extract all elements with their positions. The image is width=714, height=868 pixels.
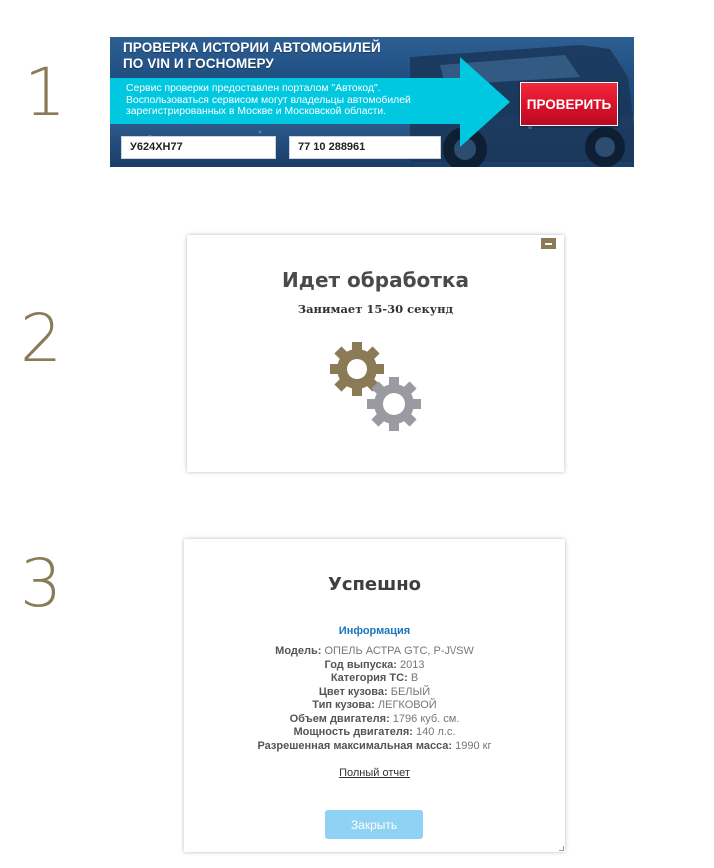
info-row-body-type	[184, 699, 565, 713]
step-number-1: 1	[24, 54, 66, 131]
vehicle-info-list	[184, 645, 565, 753]
info-row-engine-volume	[184, 713, 565, 727]
step-number-3: 3	[20, 545, 62, 622]
info-row-engine-power	[184, 726, 565, 740]
gears-icon	[329, 340, 423, 434]
info-value: БЕЛЫЙ	[390, 685, 431, 698]
info-value: 140 л.с.	[416, 726, 456, 738]
info-value: 1990 кг	[455, 739, 492, 752]
info-label: Тип кузова:	[312, 699, 375, 711]
info-label: Цвет кузова:	[318, 685, 388, 698]
success-title: Успешно	[327, 574, 422, 595]
minimize-icon[interactable]	[541, 238, 556, 249]
info-label: Модель:	[275, 645, 322, 657]
sts-number-input[interactable]	[289, 136, 441, 159]
info-row-category	[184, 672, 565, 686]
info-label: Категория ТС:	[330, 672, 408, 684]
info-value: 1796 куб. см.	[392, 712, 460, 725]
info-value: 2013	[399, 658, 425, 671]
banner-title-line: ПО VIN И ГОСНОМЕРУ	[123, 56, 274, 71]
banner-title	[123, 40, 381, 72]
processing-dialog	[187, 235, 564, 472]
processing-title: Идет обработка	[282, 268, 469, 292]
processing-subtitle: Занимает 15-30 секунд	[297, 302, 454, 316]
full-report-link[interactable]: Полный отчет	[339, 767, 410, 779]
info-label: Мощность двигателя:	[293, 726, 413, 738]
info-label: Год выпуска:	[324, 658, 397, 671]
step-number-2: 2	[20, 300, 62, 377]
info-label: Разрешенная максимальная масса:	[257, 739, 453, 752]
info-row-year	[184, 659, 565, 673]
plate-number-input[interactable]	[121, 136, 276, 159]
check-button[interactable]: ПРОВЕРИТЬ	[520, 82, 618, 126]
banner-description-line: зарегистрированных в Москве и Московской области.	[126, 106, 387, 118]
banner-description	[126, 83, 456, 118]
banner-title-line: ПРОВЕРКА ИСТОРИИ АВТОМОБИЛЕЙ	[123, 40, 381, 55]
vin-check-banner	[110, 37, 634, 167]
info-row-max-mass	[184, 740, 565, 754]
info-label: Объем двигателя:	[289, 712, 390, 725]
info-value: B	[410, 672, 419, 684]
close-button[interactable]: Закрыть	[325, 810, 423, 839]
success-dialog	[184, 539, 565, 852]
info-row-color	[184, 686, 565, 700]
banner-description-line: Воспользоваться сервисом могут владельцы автомобилей	[126, 94, 411, 106]
banner-description-line: Сервис проверки предоставлен порталом "Автокод".	[126, 83, 381, 94]
info-row-model	[184, 645, 565, 659]
info-section-title: Информация	[338, 625, 411, 637]
resize-grip-icon[interactable]	[559, 846, 564, 851]
info-value: ОПЕЛЬ АСТРА GTC, P-J\/SW	[324, 645, 474, 657]
info-value: ЛЕГКОВОЙ	[377, 699, 437, 711]
